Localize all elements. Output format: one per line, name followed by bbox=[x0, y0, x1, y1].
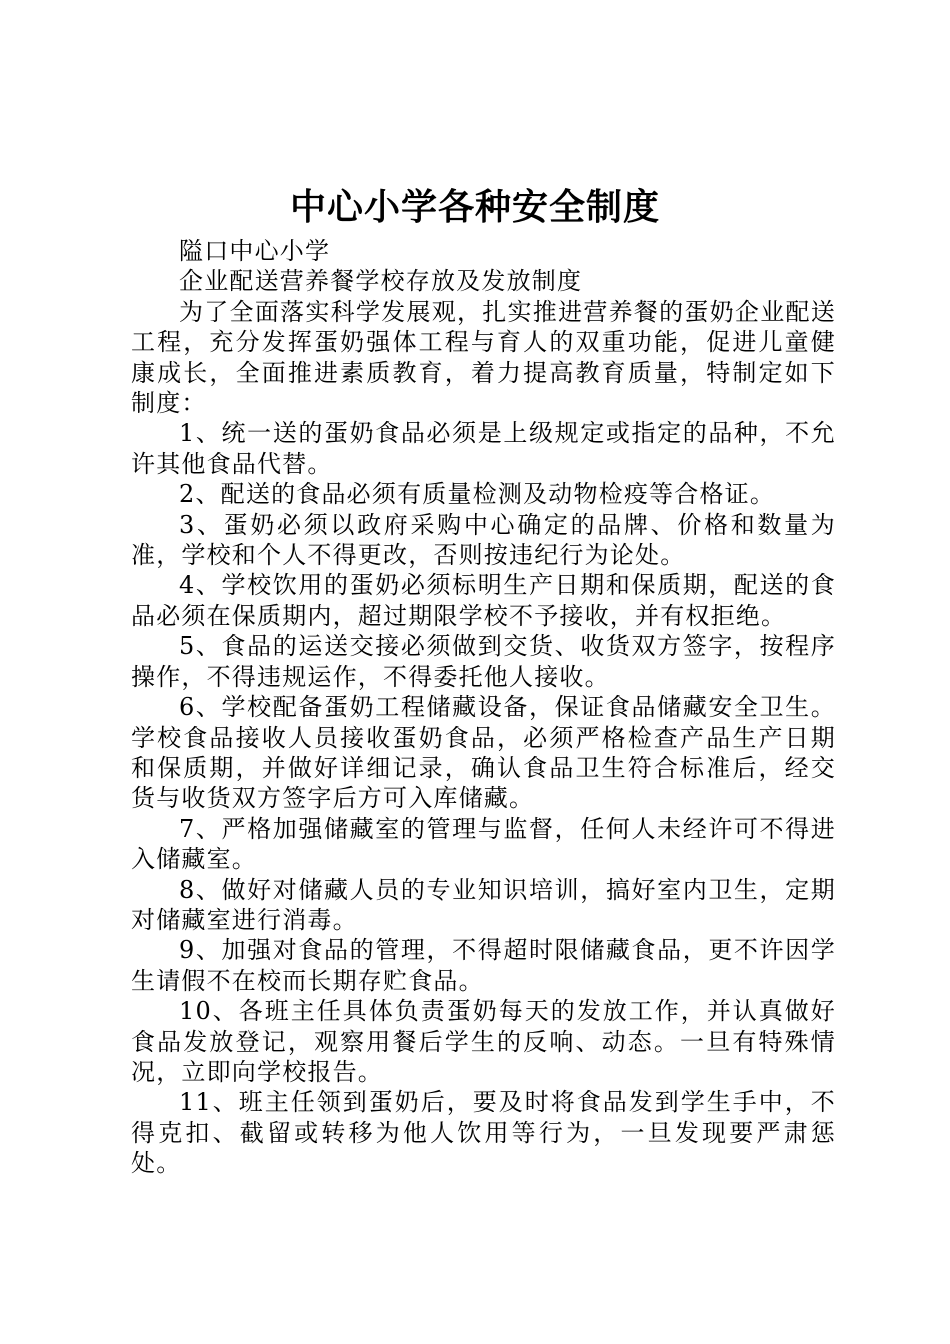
rule-paragraph: 6、学校配备蛋奶工程储藏设备，保证食品储藏安全卫生。学校食品接收人员接收蛋奶食品，必须严格检查产品生产日期和保质期，并做好详细记录，确认食品卫生符合标准后，经交货与收货双方签字后方可入库储藏。 bbox=[131, 693, 836, 813]
rule-paragraph: 10、各班主任具体负责蛋奶每天的发放工作，并认真做好食品发放登记，观察用餐后学生的反响、动态。一旦有特殊情况，立即向学校报告。 bbox=[131, 997, 836, 1086]
rule-paragraph: 11、班主任领到蛋奶后，要及时将食品发到学生手中，不得克扣、截留或转移为他人饮用等行为，一旦发现要严肃惩处。 bbox=[131, 1088, 836, 1178]
rule-paragraph: 5、食品的运送交接必须做到交货、收货双方签字，按程序操作，不得违规运作，不得委托他人接收。 bbox=[131, 632, 836, 691]
school-name: 隘口中心小学 bbox=[179, 237, 331, 265]
rule-paragraph: 9、加强对食品的管理，不得超时限储藏食品，更不许因学生请假不在校而长期存贮食品。 bbox=[131, 936, 836, 995]
section-subtitle: 企业配送营养餐学校存放及发放制度 bbox=[179, 267, 583, 296]
rule-paragraph: 1、统一送的蛋奶食品必须是上级规定或指定的品种，不允许其他食品代替。 bbox=[131, 419, 836, 478]
document-body bbox=[131, 236, 836, 1179]
page-title: 中心小学各种安全制度 bbox=[289, 187, 660, 228]
rule-paragraph: 4、学校饮用的蛋奶必须标明生产日期和保质期，配送的食品必须在保质期内，超过期限学校不予接收，并有权拒绝。 bbox=[131, 571, 836, 630]
rule-paragraph: 8、做好对储藏人员的专业知识培训，搞好室内卫生，定期对储藏室进行消毒。 bbox=[131, 875, 836, 934]
intro-paragraph: 为了全面落实科学发展观，扎实推进营养餐的蛋奶企业配送工程，充分发挥蛋奶强体工程与育人的双重功能，促进儿童健康成长，全面推进素质教育，着力提高教育质量，特制定如下制度： bbox=[131, 297, 836, 418]
rule-paragraph: 2、配送的食品必须有质量检测及动物检疫等合格证。 bbox=[179, 480, 776, 509]
rule-paragraph: 7、严格加强储藏室的管理与监督，任何人未经许可不得进入储藏室。 bbox=[131, 814, 836, 874]
rule-paragraph: 3、蛋奶必须以政府采购中心确定的品牌、价格和数量为准，学校和个人不得更改，否则按违纪行为论处。 bbox=[131, 510, 836, 570]
